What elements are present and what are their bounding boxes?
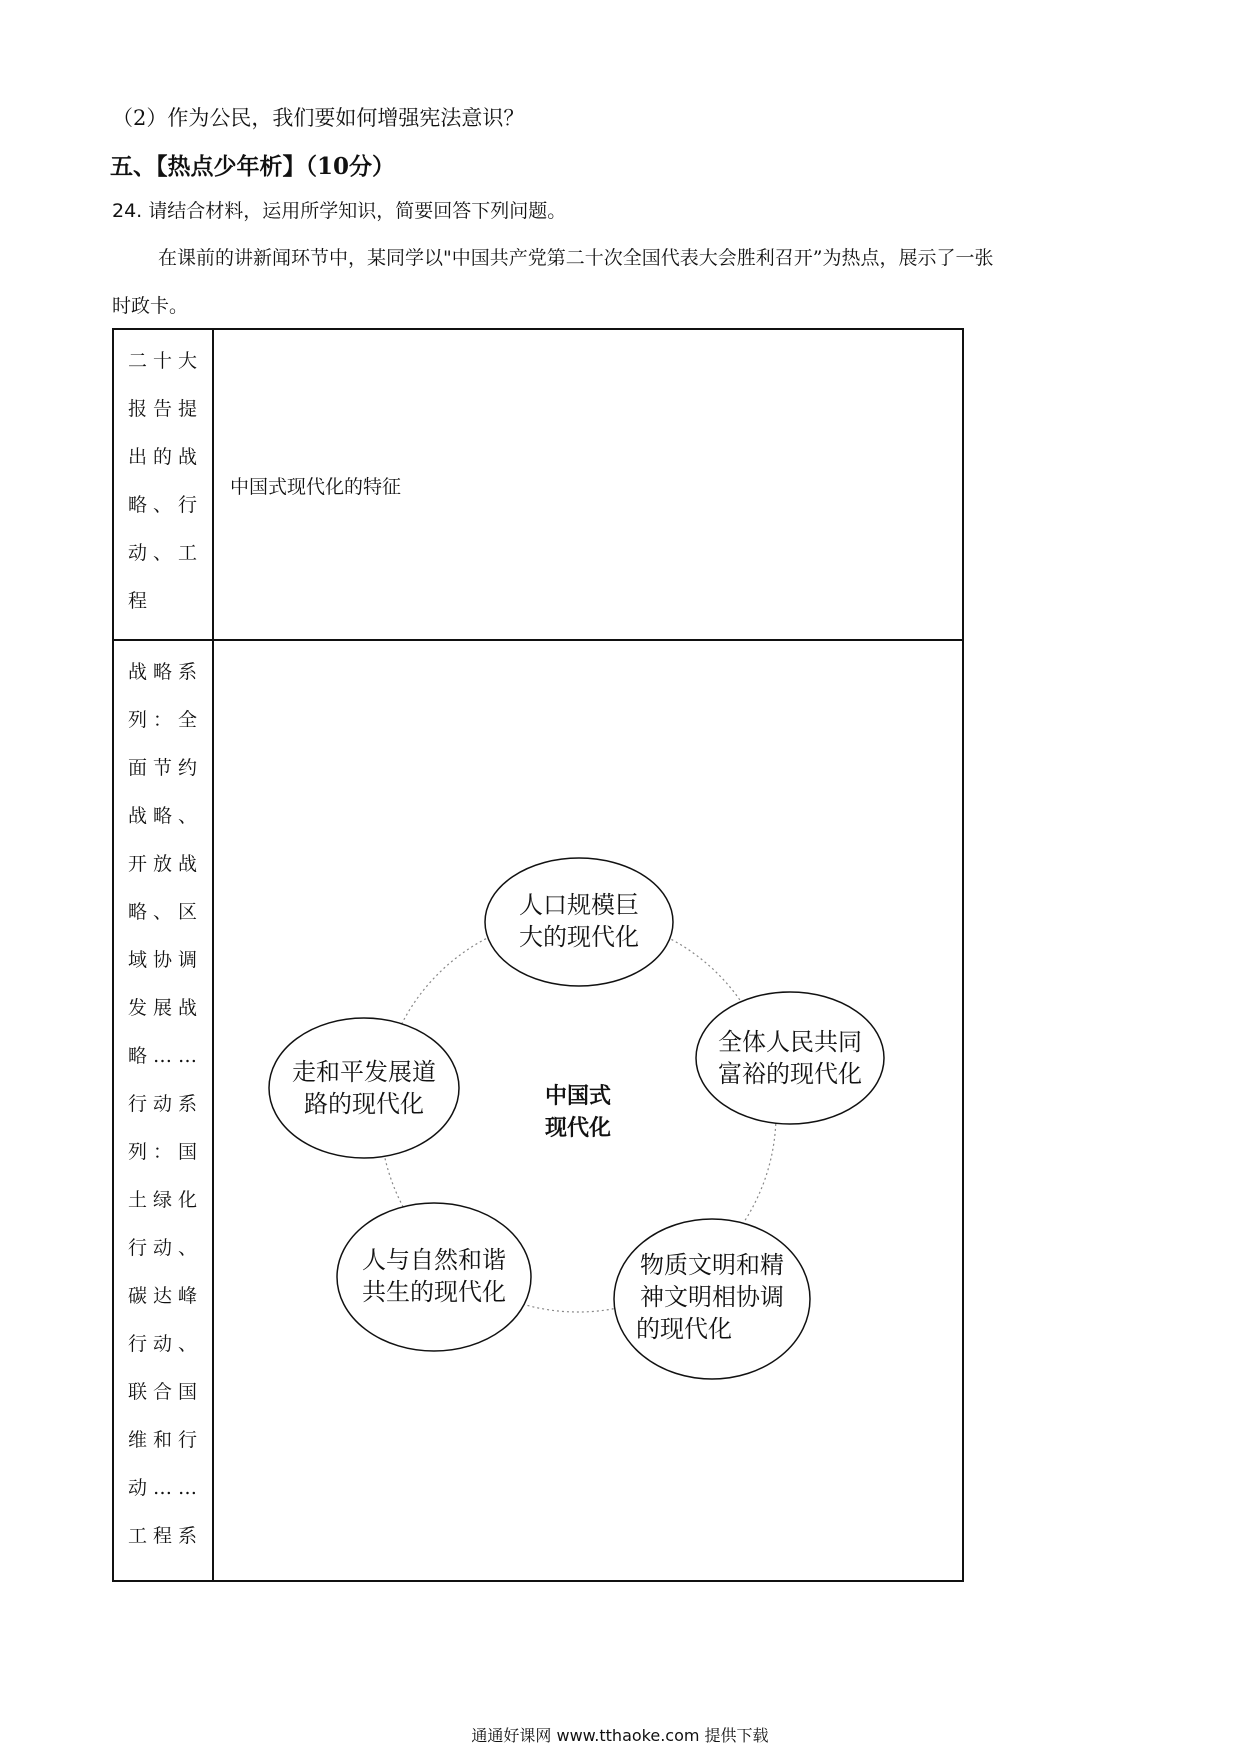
row2-left-line: 行动系 (128, 1093, 204, 1115)
row2-left-line: 土绿化 (128, 1189, 204, 1211)
diagram-bubble (696, 992, 884, 1124)
bubble-line: 的现代化 (636, 1315, 732, 1343)
row1-left-line: 二十大 (128, 350, 204, 372)
row2-left-line: 战略系 (128, 661, 204, 683)
diagram-bubble (269, 1018, 459, 1158)
question-2-text: （2）作为公民，我们要如何增强宪法意识？ (112, 106, 525, 130)
row2-left-line: 维和行 (128, 1429, 204, 1451)
bubble-line: 共生的现代化 (362, 1278, 506, 1306)
row2-left-line: 工程系 (128, 1525, 204, 1547)
row2-left-line: 列：全 (128, 709, 204, 731)
row2-left-line: 略…… (128, 1045, 204, 1067)
diagram-bubble (337, 1203, 531, 1351)
row1-left-line: 动、工 (128, 542, 204, 564)
row2-left-line: 联合国 (128, 1381, 204, 1403)
row2-left-line: 开放战 (128, 853, 204, 875)
row2-left-line: 战略、 (128, 805, 204, 827)
row2-left-line: 略、区 (128, 901, 204, 923)
diagram-bubble (614, 1219, 810, 1379)
bubble-line: 物质文明和精 (640, 1251, 784, 1279)
bubble-ellipse (485, 858, 673, 986)
current-affairs-card-table (112, 328, 964, 1582)
bubble-line: 富裕的现代化 (718, 1060, 862, 1088)
diagram-center-line: 现代化 (544, 1116, 612, 1141)
question-24-text: 24. 请结合材料，运用所学知识，简要回答下列问题。 (112, 200, 567, 222)
row1-left-line: 程 (128, 590, 154, 612)
chinese-modernization-diagram (214, 641, 962, 1581)
row2-left-line: 行动、 (128, 1237, 204, 1259)
row2-left-line: 面节约 (128, 757, 204, 779)
row2-left-line: 发展战 (128, 997, 204, 1019)
bubble-line: 走和平发展道 (292, 1058, 436, 1086)
row2-left-line: 域协调 (128, 949, 204, 971)
bubble-line: 人与自然和谐 (362, 1246, 506, 1274)
bubble-ellipse (337, 1203, 531, 1351)
row2-left-line: 碳达峰 (128, 1285, 204, 1307)
bubble-line: 神文明相协调 (640, 1283, 784, 1311)
row1-right-cell: 中国式现代化的特征 (230, 476, 402, 498)
bubble-line: 大的现代化 (519, 923, 639, 951)
row2-left-line: 行动、 (128, 1333, 204, 1355)
bubble-line: 路的现代化 (304, 1090, 424, 1118)
page-footer: 通通好课网 www.tthaoke.com 提供下载 (471, 1726, 769, 1745)
diagram-bubble (485, 858, 673, 986)
intro-paragraph-line-2: 时政卡。 (112, 295, 189, 317)
row2-left-line: 动…… (128, 1477, 204, 1499)
diagram-center-line: 中国式 (544, 1084, 612, 1109)
bubble-ellipse (696, 992, 884, 1124)
bubble-line: 人口规模巨 (519, 891, 639, 919)
section-title: 五、【热点少年析】（10分） (110, 153, 396, 180)
row1-left-line: 出的战 (128, 446, 204, 468)
row1-left-cell (114, 330, 212, 639)
row1-left-line: 略、行 (128, 494, 204, 516)
bubble-line: 全体人民共同 (718, 1028, 862, 1056)
row1-left-line: 报告提 (128, 398, 204, 420)
row2-left-cell (114, 641, 212, 1582)
row2-left-line: 列：国 (128, 1141, 204, 1163)
bubble-ellipse (269, 1018, 459, 1158)
intro-paragraph-line-1: 在课前的讲新闻环节中，某同学以"中国共产党第二十次全国代表大会胜利召开”为热点，展示了一张 (158, 247, 994, 269)
